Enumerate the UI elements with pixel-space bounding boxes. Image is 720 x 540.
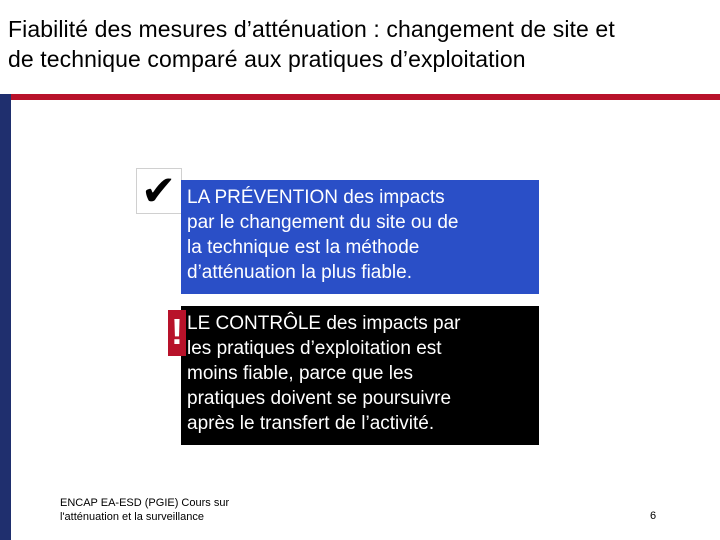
title-line-2: de technique comparé aux pratiques d’exploitation [8,46,526,72]
left-sidebar-bar [0,94,11,540]
slide-title [8,14,718,74]
control-box [181,306,539,445]
checkmark-icon [136,168,182,214]
control-line-3: moins fiable, parce que les [187,363,414,384]
checkmark-glyph: ✔ [141,166,177,215]
footer-line-2: l'atténuation et la surveillance [60,511,204,523]
prevention-line-3: la technique est la méthode [187,237,420,258]
control-line-2: les pratiques d’exploitation est [187,338,442,359]
control-line-4: pratiques doivent se poursuivre [187,388,452,409]
control-text [187,311,533,436]
control-line-5: après le transfert de l’activité. [187,413,435,434]
prevention-line-4: d’atténuation la plus fiable. [187,262,412,283]
footer-line-1: ENCAP EA-ESD (PGIE) Cours sur [60,497,230,509]
control-line-1: LE CONTRÔLE des impacts par [187,313,461,334]
title-line-1: Fiabilité des mesures d’atténuation : changement de site et [8,16,615,42]
prevention-line-1: LA PRÉVENTION des impacts [187,187,445,208]
title-divider [0,94,720,100]
prevention-line-2: par le changement du site ou de [187,212,459,233]
exclamation-icon [168,310,186,356]
exclamation-glyph: ! [171,311,183,352]
prevention-box [181,180,539,294]
page-number: 6 [650,510,657,522]
prevention-text [187,185,533,285]
footer-text [60,496,229,524]
